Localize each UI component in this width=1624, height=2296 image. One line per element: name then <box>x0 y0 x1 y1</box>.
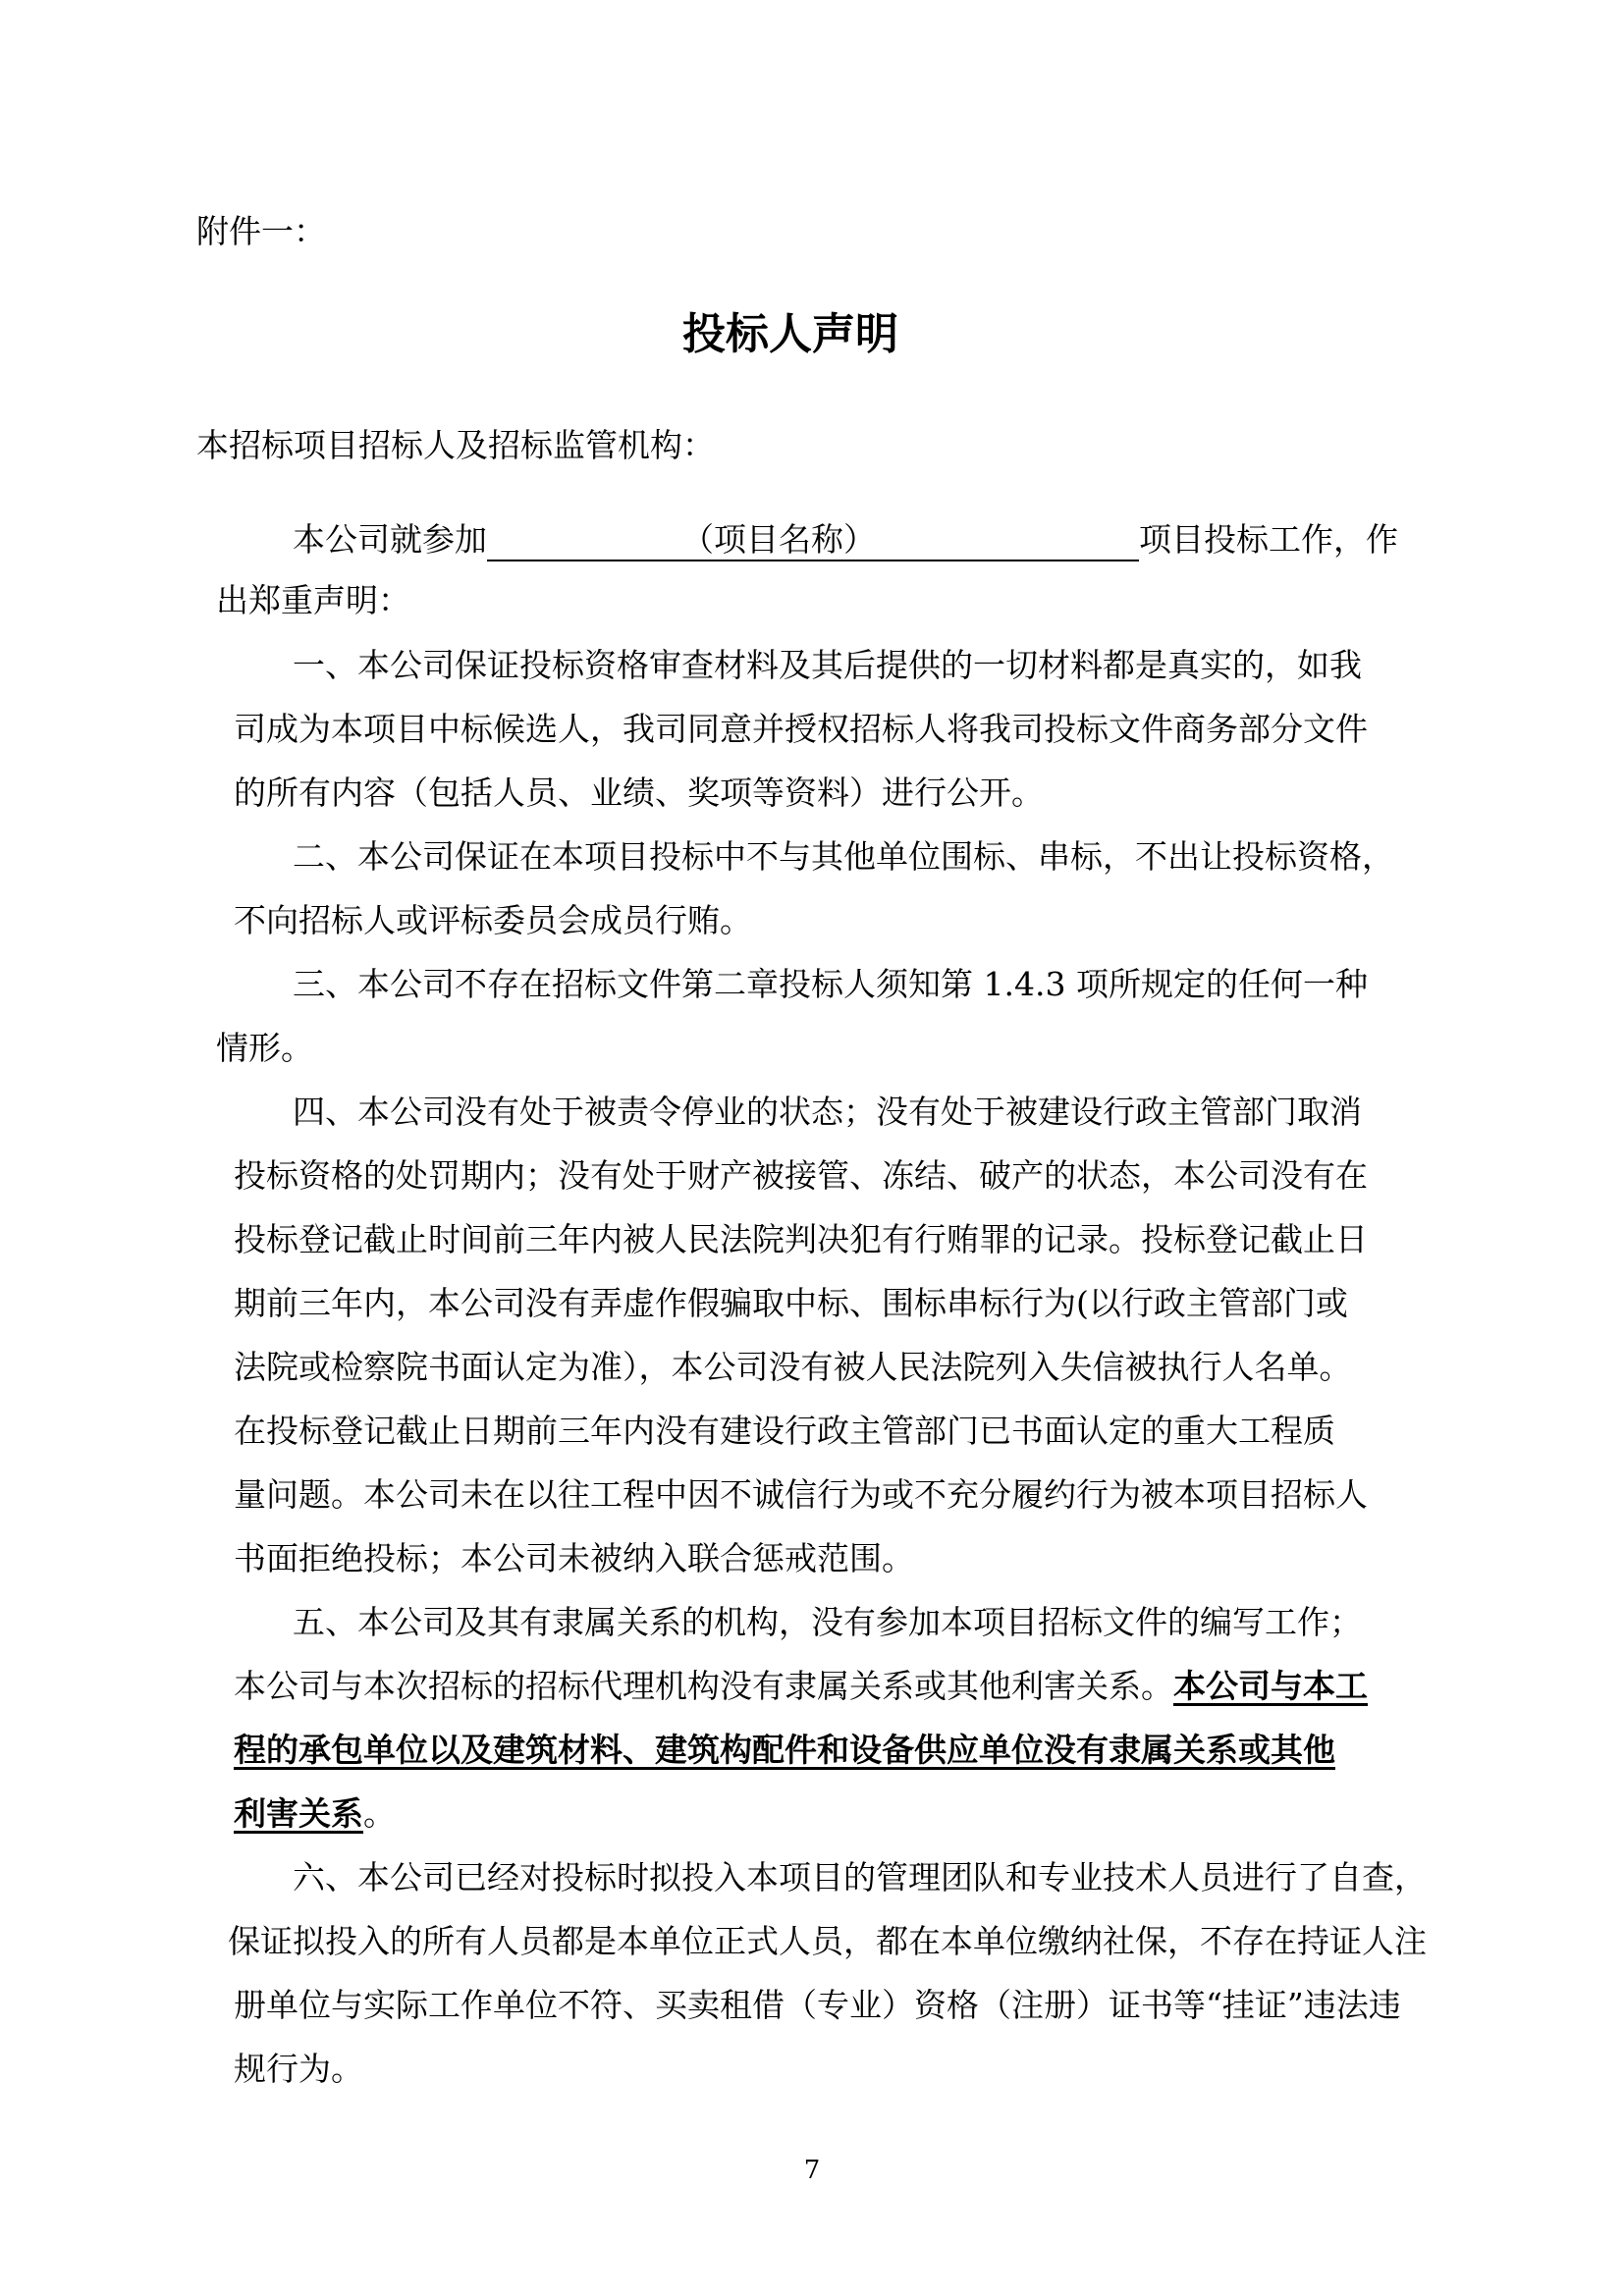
para3-line: 情形。 <box>216 1029 313 1067</box>
intro-prefix: 本公司就参加 <box>293 520 487 559</box>
addressee: 本招标项目招标人及招标监管机构： <box>196 426 715 464</box>
para1-line: 的所有内容（包括人员、业绩、奖项等资料）进行公开。 <box>234 774 1044 812</box>
para4-line: 四、本公司没有处于被责令停业的状态；没有处于被建设行政主管部门取消 <box>293 1093 1362 1131</box>
para5-emphasis-text: 本公司与本工 <box>1173 1667 1368 1705</box>
para5-line <box>234 1794 396 1834</box>
para4-line: 期前三年内，本公司没有弄虚作假骗取中标、围标串标行为(以行政主管部门或 <box>234 1284 1348 1322</box>
para5-emphasis-text: 利害关系 <box>234 1794 363 1833</box>
para5-end-punct: 。 <box>363 1794 396 1833</box>
para5-emphasis-line: 程的承包单位以及建筑材料、建筑构配件和设备供应单位没有隶属关系或其他 <box>234 1731 1335 1769</box>
para4-line: 投标登记截止时间前三年内被人民法院判决犯有行贿罪的记录。投标登记截止日 <box>234 1220 1368 1258</box>
para6-line: 保证拟投入的所有人员都是本单位正式人员，都在本单位缴纳社保，不存在持证人注 <box>228 1922 1427 1960</box>
para1-line: 一、本公司保证投标资格审查材料及其后提供的一切材料都是真实的，如我 <box>293 646 1362 684</box>
page-number: 7 <box>803 2156 821 2185</box>
para4-line: 投标资格的处罚期内；没有处于财产被接管、冻结、破产的状态，本公司没有在 <box>234 1156 1368 1195</box>
para3-line: 三、本公司不存在招标文件第二章投标人须知第 1.4.3 项所规定的任何一种 <box>293 965 1368 1003</box>
para2-line: 二、本公司保证在本项目投标中不与其他单位围标、串标，不出让投标资格， <box>293 837 1394 876</box>
attachment-label: 附件一： <box>196 212 326 250</box>
para5-line: 五、本公司及其有隶属关系的机构，没有参加本项目招标文件的编写工作； <box>293 1603 1362 1641</box>
document-title: 投标人声明 <box>682 309 898 359</box>
intro-suffix: 项目投标工作，作 <box>1139 520 1398 559</box>
para4-line: 在投标登记截止日期前三年内没有建设行政主管部门已书面认定的重大工程质 <box>234 1412 1335 1450</box>
project-blank-left <box>487 526 664 561</box>
para4-line: 法院或检察院书面认定为准），本公司没有被人民法院列入失信被执行人名单。 <box>234 1348 1352 1386</box>
intro-line-1 <box>293 520 1398 561</box>
intro-line-2: 出郑重声明： <box>216 581 410 619</box>
project-name-placeholder: （项目名称） <box>664 520 893 561</box>
para4-line: 书面拒绝投标；本公司未被纳入联合惩戒范围。 <box>234 1539 914 1577</box>
para5-line <box>234 1667 1368 1706</box>
para6-line: 六、本公司已经对投标时拟投入本项目的管理团队和专业技术人员进行了自查， <box>293 1858 1427 1896</box>
para6-line: 规行为。 <box>234 2050 363 2088</box>
para4-line: 量问题。本公司未在以往工程中因不诚信行为或不充分履约行为被本项目招标人 <box>234 1475 1368 1514</box>
project-blank-right <box>893 526 1139 561</box>
para1-line: 司成为本项目中标候选人，我司同意并授权招标人将我司投标文件商务部分文件 <box>234 710 1368 748</box>
para6-line: 册单位与实际工作单位不符、买卖租借（专业）资格（注册）证书等“挂证”违法违 <box>234 1986 1401 2024</box>
para5-normal-text: 本公司与本次招标的招标代理机构没有隶属关系或其他利害关系。 <box>234 1667 1173 1705</box>
para2-line: 不向招标人或评标委员会成员行贿。 <box>234 901 752 939</box>
